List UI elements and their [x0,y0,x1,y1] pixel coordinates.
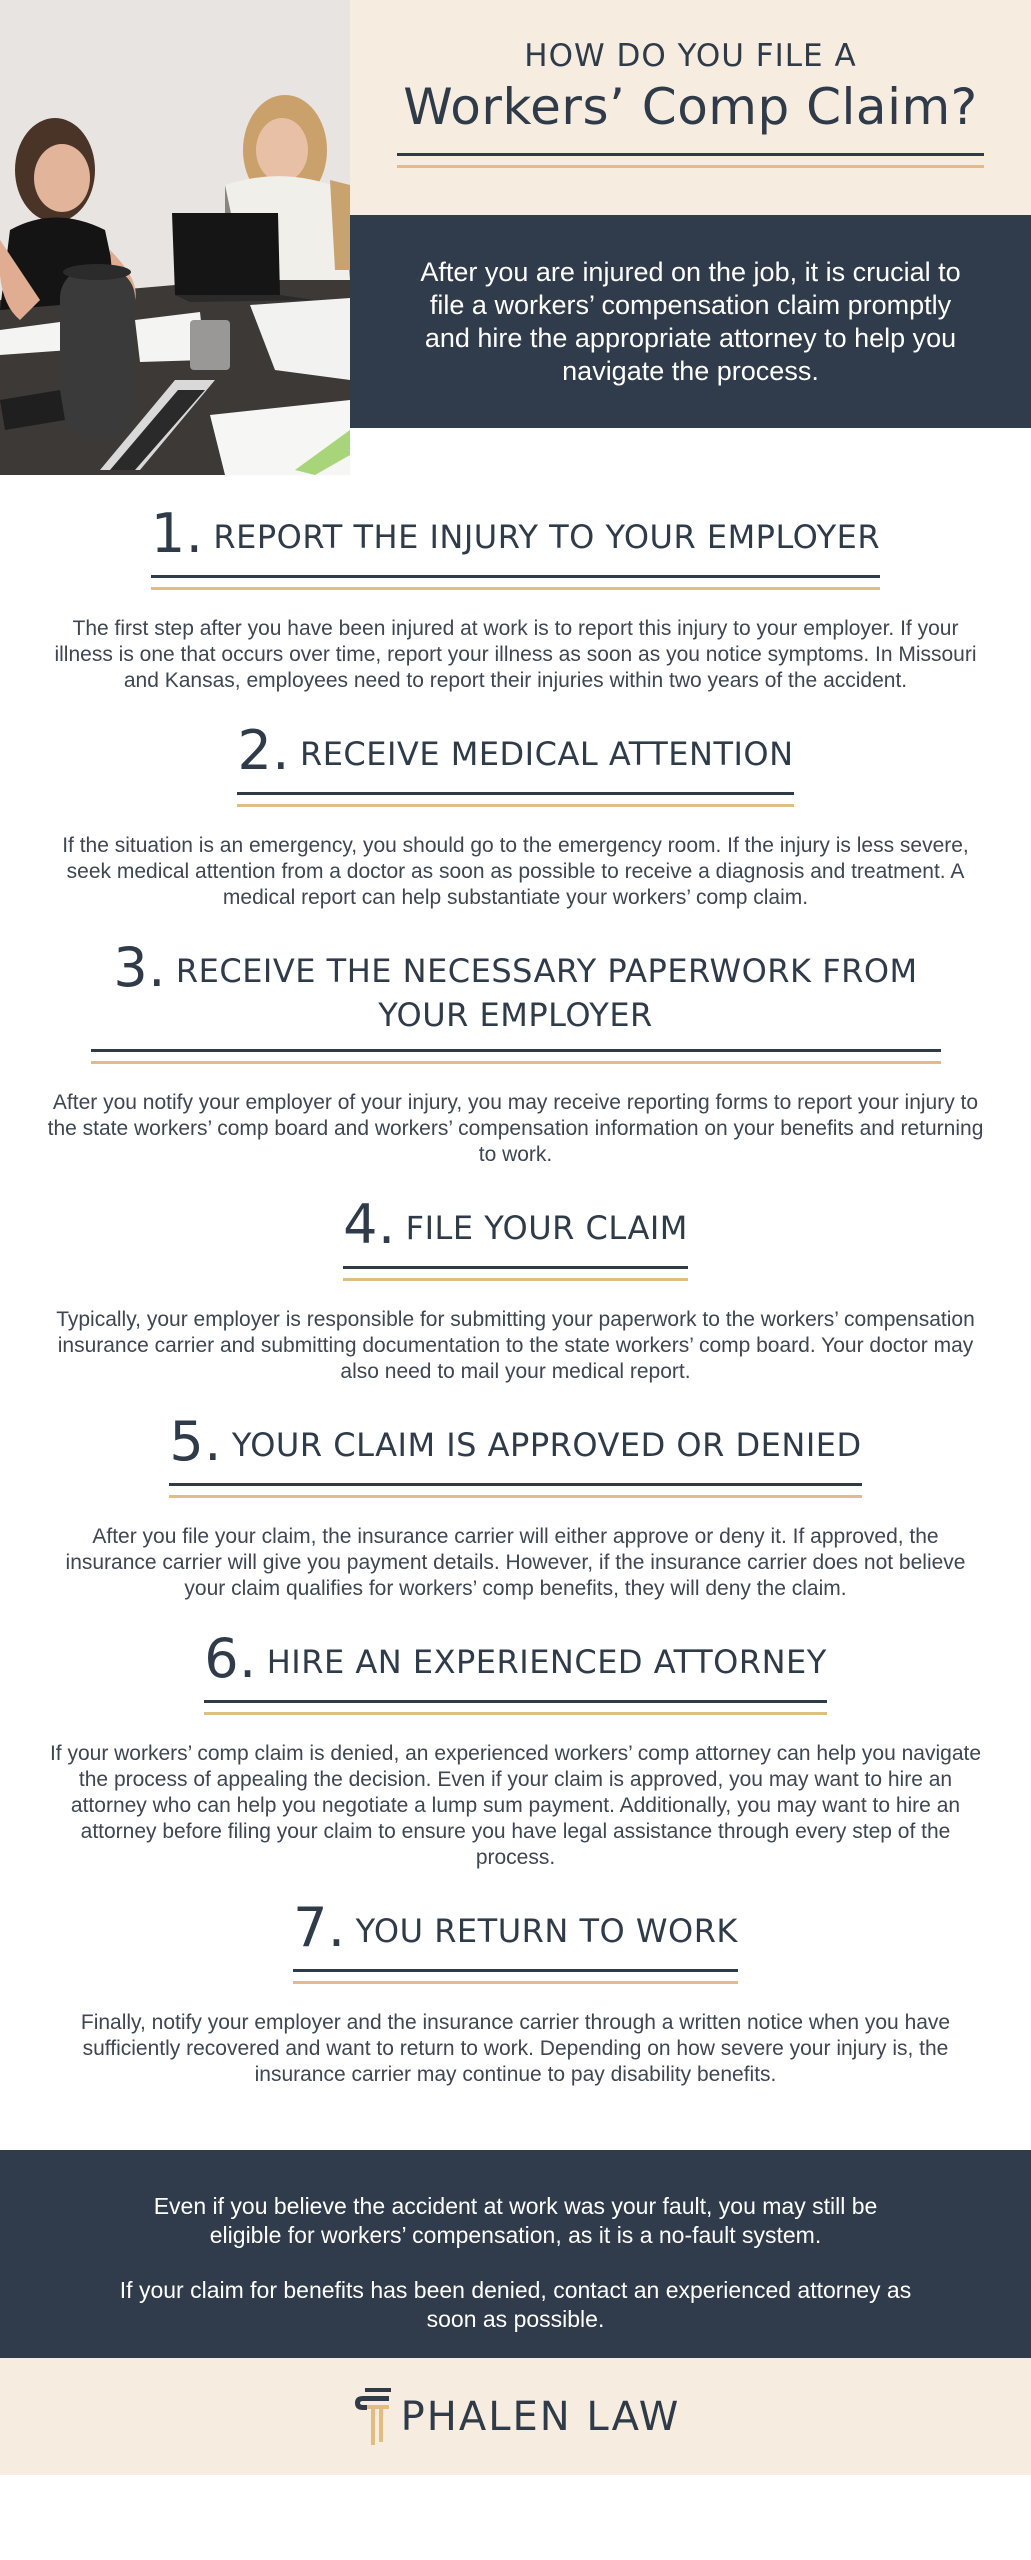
step-description: Typically, your employer is responsible for submitting your paperwork to the workers’ compensation insurance carrier and submitting documentation to the state workers’ comp board. Your doctor may also need to mail your medical report. [56,1308,975,1383]
step-divider [343,1266,688,1281]
step-description: After you notify your employer of your injury, you may receive reporting forms to report your injury to the state workers’ comp board and workers’ compensation information on your benefits and returning to work. [47,1091,984,1166]
phalen-law-logo [351,2386,681,2448]
step-heading [293,1896,738,1984]
step-divider [293,1969,738,1984]
step-description: Finally, notify your employer and the insurance carrier through a written notice when you have sufficiently recovered and want to return to work. Depending on how severe your injury is, the insurance carrier may continue to pay disability benefits. [80,2011,951,2086]
footer [0,2358,1031,2475]
step-3 [0,936,1031,1168]
steps-list [0,475,1031,2088]
step-title: RECEIVE MEDICAL ATTENTION [299,735,794,773]
step-description: The first step after you have been injured at work is to report this injury to your employer. If your illness is one that occurs over time, report your illness as soon as you notice symptoms. In Missouri and Kansas, employees need to report their injuries within two years of the accident. [54,617,977,692]
closing-note-contact-attorney: If your claim for benefits has been denied, contact an experienced attorney as soon as possible. [119,2277,912,2332]
step-divider [237,792,793,807]
step-divider [151,575,880,590]
brand-name: PHALEN LAW [400,2393,681,2440]
step-1 [0,502,1031,694]
step-title: REPORT THE INJURY TO YOUR EMPLOYER [213,518,881,556]
step-title: FILE YOUR CLAIM [405,1209,688,1247]
title-divider-dark [397,153,984,156]
step-heading [91,936,941,1064]
step-heading [237,719,794,807]
step-number: 2. [237,719,290,782]
step-number: 3. [113,936,166,999]
title-divider-gold [397,165,984,168]
step-number: 1. [150,502,204,565]
step-number: 4. [343,1193,396,1256]
hero-section [0,0,1031,475]
step-divider [204,1700,827,1715]
hero-photo [0,0,350,475]
page-title: Workers’ Comp Claim? [403,78,978,136]
step-description: If your workers’ comp claim is denied, an experienced workers’ comp attorney can help you navigate the process of appealing the decision. Even if your claim is approved, you may want to hire an attorney who can help you negotiate a lump sum payment. Additionally, you may want to hire an attorney before filing your claim to ensure you have legal assistance through every step of the process. [49,1742,982,1869]
step-heading [150,502,881,590]
step-title: RECEIVE THE NECESSARY PAPERWORK FROM YOUR EMPLOYER [175,952,918,1034]
closing-panel [0,2150,1031,2358]
step-title: HIRE AN EXPERIENCED ATTORNEY [266,1643,827,1681]
step-number: 5. [169,1410,222,1473]
intro-text: After you are injured on the job, it is crucial to file a workers’ compensation claim promptly and hire the appropriate attorney to help you navigate the process. [420,256,961,386]
column-pillar-icon [351,2386,395,2448]
title-panel [350,0,1031,215]
intro-panel [350,215,1031,428]
step-2 [0,719,1031,911]
step-6 [0,1627,1031,1871]
step-number: 6. [204,1627,257,1690]
office-photo-illustration [0,0,350,475]
step-number: 7. [293,1896,346,1959]
step-7 [0,1896,1031,2088]
step-4 [0,1193,1031,1385]
step-heading [204,1627,827,1715]
step-heading [169,1410,862,1498]
step-title: YOU RETURN TO WORK [355,1912,738,1950]
step-divider [169,1483,861,1498]
step-heading [343,1193,688,1281]
title-kicker: HOW DO YOU FILE A [524,38,857,74]
closing-note-no-fault: Even if you believe the accident at work was your fault, you may still be eligible for workers’ compensation, as it is a no-fault system. [153,2193,878,2248]
step-description: After you file your claim, the insurance carrier will either approve or deny it. If approved, the insurance carrier will give you payment details. However, if the insurance carrier does not believe your claim qualifies for workers’ comp benefits, they will deny the claim. [65,1525,966,1600]
step-5 [0,1410,1031,1602]
step-description: If the situation is an emergency, you should go to the emergency room. If the injury is less severe, seek medical attention from a doctor as soon as possible to receive a diagnosis and treatment. A medical report can help substantiate your workers’ comp claim. [62,834,969,909]
step-title: YOUR CLAIM IS APPROVED OR DENIED [231,1426,862,1464]
step-divider [91,1049,941,1064]
